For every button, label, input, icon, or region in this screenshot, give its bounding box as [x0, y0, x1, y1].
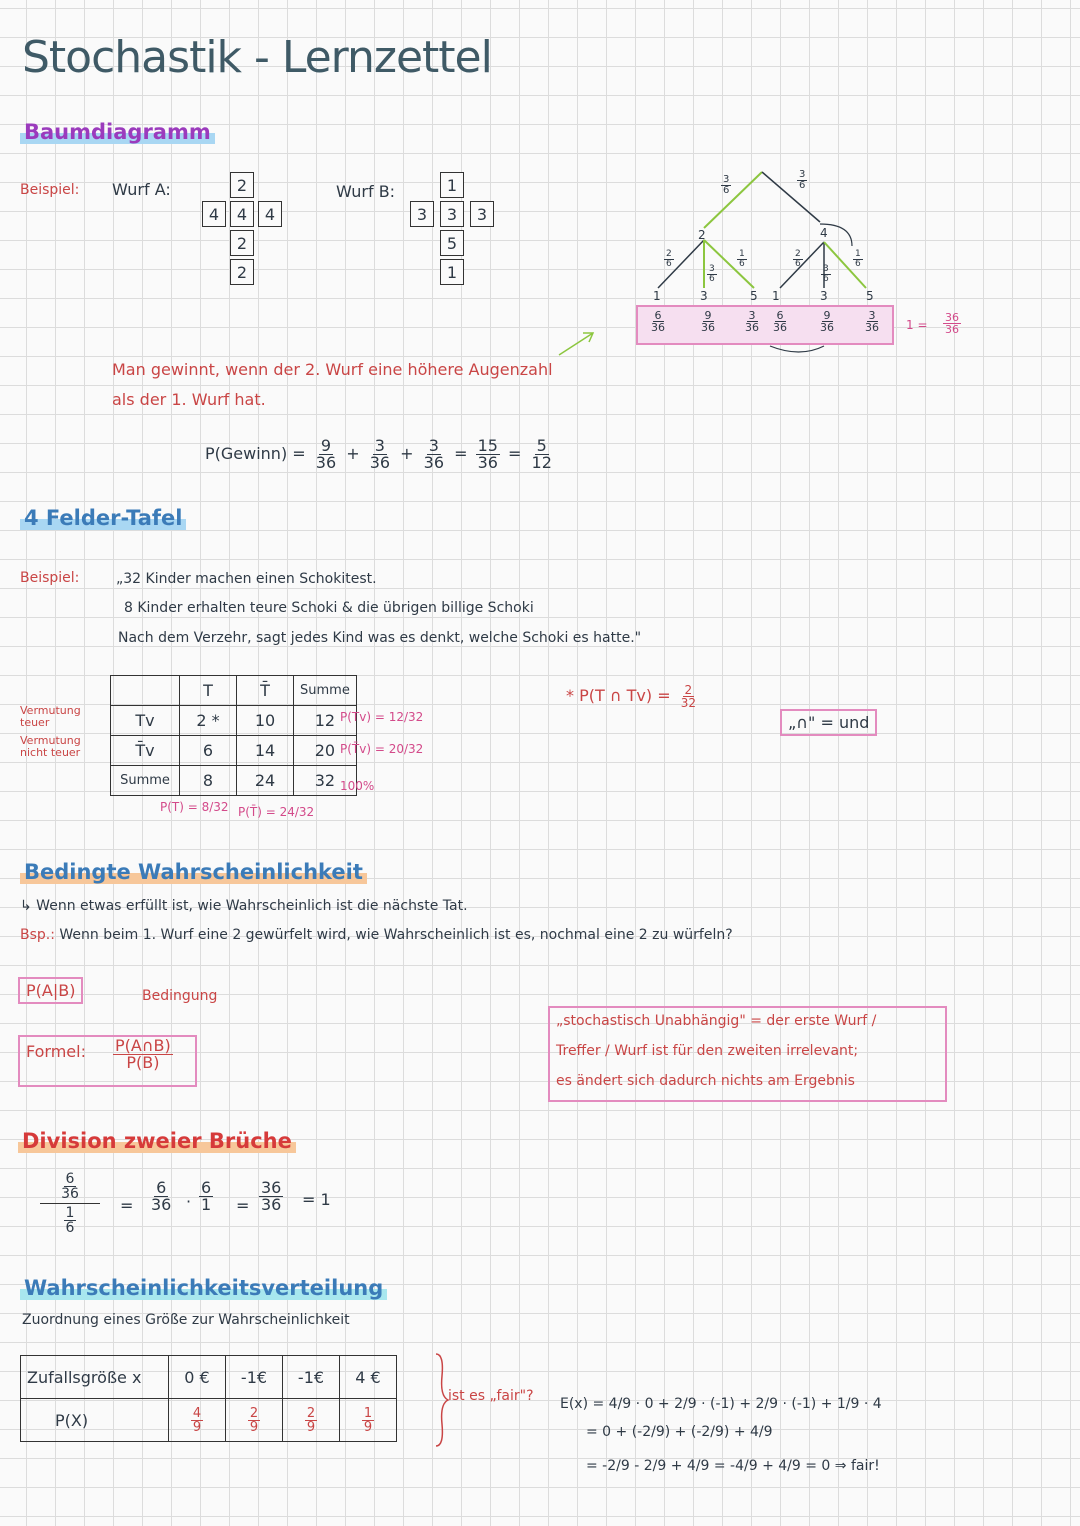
- side-label-teuer: Vermutung teuer: [20, 704, 81, 729]
- table-cell: Tv: [111, 706, 180, 736]
- expectation-line-1: E(x) = 4/9 · 0 + 2/9 · (-1) + 2/9 · (-1) + 1/9 · 4: [560, 1396, 882, 1412]
- table-cell: T̄: [237, 676, 294, 706]
- section-heading-baumdiagramm: Baumdiagramm: [20, 120, 215, 144]
- tree-fraction: $\frac{3}{6}$: [823, 264, 829, 284]
- bsp-text: Wenn beim 1. Wurf eine 2 gewürfelt wird, wie Wahrscheinlich ist es, nochmal eine 2 zu würfeln?: [59, 927, 733, 943]
- table-cell: $\frac{2}{9}$: [226, 1399, 283, 1442]
- table-cell: -1€: [283, 1356, 340, 1399]
- star-note-text: * P(T ∩ Tv) =: [566, 686, 671, 705]
- table-cell: $\frac{1}{9}$: [340, 1399, 397, 1442]
- fraction: $\frac{15}{36}$: [477, 436, 498, 472]
- expectation-line-2: = 0 + (-2/9) + (-2/9) + 4/9: [586, 1424, 773, 1440]
- table-cell: P(X): [21, 1399, 169, 1442]
- section-heading-vierfeldertafel: 4 Felder-Tafel: [20, 506, 186, 530]
- tree-fraction: $\frac{9}{36}$: [820, 309, 834, 334]
- table-cell: 20: [294, 736, 357, 766]
- indep-line-1: „stochastisch Unabhängig" = der erste Wurf /: [556, 1013, 877, 1029]
- division-result: = 1: [302, 1190, 331, 1209]
- star-note: [566, 684, 701, 709]
- bsp-line: [20, 927, 733, 943]
- tree-leaf-value: 3: [820, 289, 828, 303]
- section-heading-division: Division zweier Brüche: [18, 1129, 296, 1153]
- die-b-face: 3: [470, 201, 494, 227]
- pointer-arrow-icon: [555, 325, 600, 360]
- table-cell: T: [180, 676, 237, 706]
- division-equals: =: [120, 1196, 134, 1215]
- row-note: 100%: [340, 779, 375, 793]
- distribution-table: [20, 1355, 397, 1442]
- table-cell: 0 €: [169, 1356, 226, 1399]
- tree-fraction: $\frac{3}{6}$: [709, 264, 715, 284]
- table-cell: Summe: [111, 766, 180, 796]
- table-cell: 32: [294, 766, 357, 796]
- die-b-face: 3: [410, 201, 434, 227]
- table-cell: 24: [237, 766, 294, 796]
- complex-fraction: $\frac{6}{36}$ $\frac{1}{6}$: [40, 1172, 100, 1235]
- bsp-label: Bsp.:: [20, 927, 55, 943]
- table-cell: $\frac{4}{9}$: [169, 1399, 226, 1442]
- division-equals: =: [236, 1196, 250, 1215]
- table-row: [111, 736, 357, 766]
- table-row: [21, 1399, 397, 1442]
- formel-fraction: $\frac{P(A\cap B)}{P(B)}$: [115, 1036, 171, 1072]
- die-b-face: 5: [440, 230, 464, 256]
- und-box: „∩" = und: [780, 709, 877, 736]
- tree-fraction: $\frac{6}{36}$: [773, 309, 787, 334]
- tree-fraction: $\frac{36}{36}$: [945, 311, 959, 336]
- fair-question: ist es „fair"?: [448, 1388, 534, 1404]
- tree-fraction: $\frac{3}{36}$: [745, 309, 759, 334]
- tree-node: 2: [698, 228, 706, 242]
- table-cell: 2 *: [180, 706, 237, 736]
- tree-leaf-value: 1: [653, 289, 661, 303]
- indep-line-3: es ändert sich dadurch nichts am Ergebnis: [556, 1073, 855, 1089]
- table-row: [21, 1356, 397, 1399]
- tree-branch: [762, 169, 820, 222]
- tree-fraction: $\frac{6}{36}$: [651, 309, 665, 334]
- tree-fraction: $\frac{2}{6}$: [795, 249, 801, 269]
- tree-sum-label: 1 =: [906, 318, 928, 332]
- tree-leaf-value: 3: [700, 289, 708, 303]
- die-a-face: 2: [230, 230, 254, 256]
- division-dot: ·: [186, 1192, 192, 1211]
- fraction: $\frac{9}{36}$: [315, 436, 337, 472]
- example-label: Beispiel:: [20, 182, 80, 198]
- division-f3: $\frac{36}{36}$: [261, 1178, 282, 1214]
- tree-fraction: $\frac{3}{6}$: [723, 174, 730, 196]
- four-field-table: [110, 675, 357, 796]
- die-a-face: 2: [230, 259, 254, 285]
- die-b-face: 3: [440, 201, 464, 227]
- table-cell: 4 €: [340, 1356, 397, 1399]
- wurf-a-label: Wurf A:: [112, 180, 171, 199]
- tree-fraction: $\frac{3}{6}$: [799, 169, 806, 191]
- tree-arrow: [770, 346, 824, 352]
- rule-line-2: als der 1. Wurf hat.: [112, 390, 266, 409]
- table-cell: 14: [237, 736, 294, 766]
- table-cell: 10: [237, 706, 294, 736]
- die-a-face: 4: [202, 201, 226, 227]
- table-cell: 6: [180, 736, 237, 766]
- side-label-nicht-teuer: Vermutung nicht teuer: [20, 734, 81, 759]
- indep-line-2: Treffer / Wurf ist für den zweiten irrelevant;: [556, 1043, 859, 1059]
- rule-line-1: Man gewinnt, wenn der 2. Wurf eine höhere Augenzahl: [112, 360, 553, 379]
- row-note: P(T̄v) = 20/32: [340, 742, 424, 756]
- prob-label: P(Gewinn) =: [205, 444, 306, 463]
- fraction: $\frac{5}{12}$: [531, 436, 552, 472]
- tree-leaf-value: 1: [772, 289, 780, 303]
- section-heading-bedingte: Bedingte Wahrscheinlichkeit: [20, 860, 367, 884]
- leaf-prob-band: [636, 305, 894, 345]
- col-note: P(T) = 8/32: [160, 800, 229, 814]
- fraction: $\frac{3}{36}$: [423, 436, 445, 472]
- die-a-face: 4: [258, 201, 282, 227]
- table-cell: [111, 676, 180, 706]
- wurf-b-label: Wurf B:: [336, 182, 396, 201]
- die-b-face: 1: [440, 259, 464, 285]
- col-note: P(T̄) = 24/32: [238, 805, 315, 819]
- die-a-face: 2: [230, 172, 254, 198]
- die-b-face: 1: [440, 172, 464, 198]
- table-row: [111, 676, 357, 706]
- prob-gewinn: P(Gewinn) = $\frac{9}{36}$ + $\frac{3}{36}$ + $\frac{3}{36}$ = $\frac{15}{36}$ = $\frac{5}{12}$: [205, 436, 552, 472]
- tree-fraction: $\frac{1}{6}$: [855, 249, 861, 269]
- fraction: $\frac{3}{36}$: [369, 436, 391, 472]
- die-a-face: 4: [230, 201, 254, 227]
- p-a-given-b: P(A|B): [18, 977, 83, 1004]
- division-f2: $\frac{6}{1}$: [201, 1178, 212, 1214]
- tree-leaf-value: 5: [750, 289, 758, 303]
- row-note: P(Tv) = 12/32: [340, 710, 424, 724]
- fraction: $\frac{2}{32}$: [680, 683, 696, 710]
- table-cell: 8: [180, 766, 237, 796]
- tree-fraction: $\frac{1}{6}$: [739, 249, 745, 269]
- table-cell: Zufallsgröße x: [21, 1356, 169, 1399]
- formel-label: Formel:: [26, 1042, 86, 1061]
- section-heading-verteilung: Wahrscheinlichkeitsverteilung: [20, 1276, 387, 1300]
- table-cell: $\frac{2}{9}$: [283, 1399, 340, 1442]
- story-line-2: 8 Kinder erhalten teure Schoki & die übrigen billige Schoki: [124, 600, 534, 616]
- tree-fraction: $\frac{3}{36}$: [865, 309, 879, 334]
- tree-node: 4: [820, 226, 828, 240]
- story-line-3: Nach dem Verzehr, sagt jedes Kind was es denkt, welche Schoki es hatte.": [118, 630, 642, 646]
- table-cell: T̄v: [111, 736, 180, 766]
- example-label: Beispiel:: [20, 570, 80, 586]
- table-cell: -1€: [226, 1356, 283, 1399]
- table-row: [111, 706, 357, 736]
- tree-fraction: $\frac{2}{6}$: [666, 249, 672, 269]
- expectation-line-3: = -2/9 - 2/9 + 4/9 = -4/9 + 4/9 = 0 ⇒ fair!: [586, 1458, 880, 1474]
- story-line-1: „32 Kinder machen einen Schokitest.: [116, 571, 377, 587]
- tree-fraction: $\frac{9}{36}$: [701, 309, 715, 334]
- bedingte-desc: ↳ Wenn etwas erfüllt ist, wie Wahrscheinlich ist die nächste Tat.: [20, 898, 468, 914]
- tree-leaf-value: 5: [866, 289, 874, 303]
- table-cell: Summe: [294, 676, 357, 706]
- verteilung-desc: Zuordnung eines Größe zur Wahrscheinlichkeit: [22, 1312, 350, 1328]
- table-row: [111, 766, 357, 796]
- bedingung-label: Bedingung: [142, 988, 218, 1004]
- division-f1: $\frac{6}{36}$: [151, 1178, 172, 1214]
- page-title: Stochastik - Lernzettel: [22, 32, 492, 83]
- table-cell: 12: [294, 706, 357, 736]
